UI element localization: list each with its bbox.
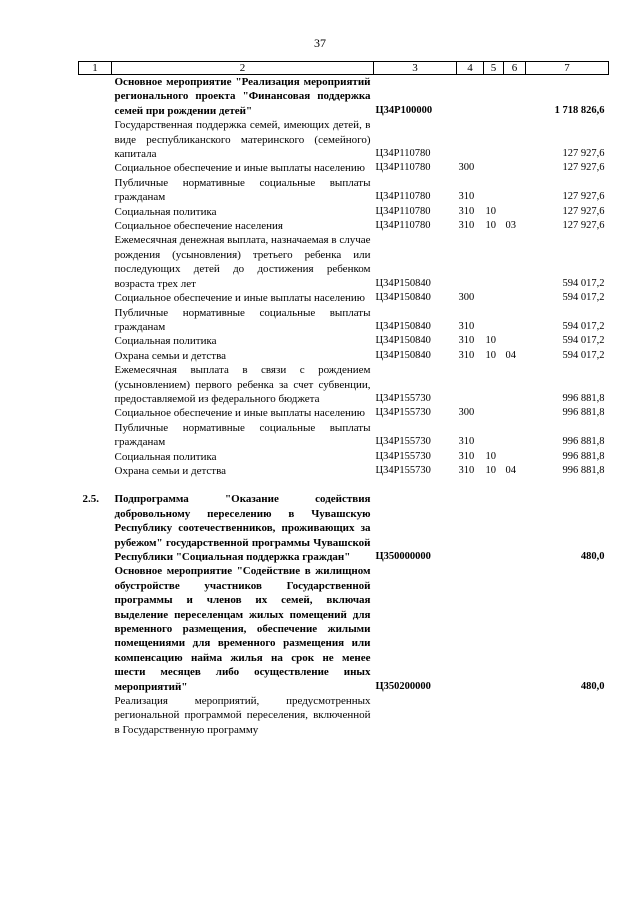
item-name: Социальная политика: [114, 335, 217, 348]
column-header: 5: [484, 62, 504, 75]
amount-value: 127 927,6: [562, 220, 605, 232]
section-code: [484, 75, 504, 119]
target-code: Ц34P150840: [375, 320, 431, 332]
section-code: 10: [485, 464, 496, 476]
target-code: Ц34P110780: [375, 148, 431, 160]
subsection-code: [504, 334, 526, 348]
expense-type: 310: [458, 450, 475, 462]
table-row: [79, 421, 609, 450]
expense-type: 300: [458, 162, 475, 174]
table-row: [79, 161, 609, 175]
table-row: [79, 694, 609, 737]
section-number: [79, 118, 112, 161]
section-code: [484, 564, 504, 694]
page-number: 37: [314, 36, 326, 50]
subsection-code: 04: [505, 349, 516, 361]
target-code: Ц34P155730: [375, 392, 431, 404]
subsection-code: [504, 450, 526, 464]
item-name: Подпрограмма "Оказание содействия добровольному переселению в Чувашскую Республику соотечественников, проживающих за рубежом" государственной программы Чувашской Республики "Социальная поддержка граждан": [114, 493, 371, 563]
subsection-code: 03: [505, 220, 516, 232]
item-name: Ежемесячная выплата в связи с рождением (усыновлением) первого ребенка за счет субвенции, предоставляемой из федерального бюджета: [114, 364, 371, 405]
expense-type: 310: [458, 205, 475, 217]
expense-type: 310: [458, 436, 475, 448]
section-number: [79, 161, 112, 175]
spacer-cell: [79, 478, 609, 492]
table-row: [79, 291, 609, 305]
expense-type: 310: [458, 220, 475, 232]
item-name: Социальное обеспечение и иные выплаты населению: [114, 407, 366, 420]
column-header: 1: [79, 62, 112, 75]
table-body: [79, 75, 609, 738]
section-number: [79, 694, 112, 737]
section-code: [484, 406, 504, 420]
expense-type: 310: [458, 349, 475, 361]
section-code: [484, 492, 504, 564]
section-number: [79, 233, 112, 291]
item-name: Охрана семьи и детства: [114, 349, 227, 362]
section-code: [484, 176, 504, 205]
section-code: [484, 363, 504, 406]
header-row: [79, 62, 609, 75]
item-name: Основное мероприятие "Содействие в жилищном обустройстве участников Государственной программы и членов их семей, включая выделение переселенцам жилых помещений для временного размещения, обеспечение жилыми помещениями для временного размещения или компенсацию найма жилья на срок не менее шести месяцев либо осуществление иных мероприятий": [114, 565, 371, 693]
subsection-code: [504, 291, 526, 305]
subsection-code: 04: [505, 464, 516, 476]
target-code: Ц34P100000: [375, 104, 433, 116]
target-code: Ц34P155730: [375, 436, 431, 448]
section-code: [484, 306, 504, 335]
table-row: [79, 564, 609, 694]
target-code: [374, 694, 457, 737]
target-code: Ц34P110780: [375, 162, 431, 174]
subsection-code: [504, 406, 526, 420]
section-code: [484, 161, 504, 175]
expense-type: [457, 75, 484, 119]
section-code: [484, 421, 504, 450]
table-row: [79, 464, 609, 478]
amount-value: [526, 694, 609, 737]
target-code: Ц34P155730: [375, 450, 431, 462]
amount-value: 594 017,2: [562, 349, 605, 361]
column-header: 6: [504, 62, 526, 75]
table-row: [79, 363, 609, 406]
table-row: [79, 219, 609, 233]
table-row: [79, 492, 609, 564]
item-name: Ежемесячная денежная выплата, назначаемая в случае рождения (усыновления) третьего ребенка или последующих детей до достижения ребенком возраста трех лет: [114, 234, 371, 290]
amount-value: 480,0: [580, 680, 605, 692]
target-code: Ц34P150840: [375, 349, 431, 361]
table-row: [79, 75, 609, 119]
column-header: 7: [526, 62, 609, 75]
amount-value: 480,0: [580, 551, 605, 562]
item-name: Реализация мероприятий, предусмотренных региональной программой переселения, включенной в Государственную программу: [114, 695, 371, 736]
table-row: [79, 176, 609, 205]
spacer-row: [79, 478, 609, 492]
item-name: Социальная политика: [114, 450, 217, 463]
subsection-code: [504, 564, 526, 694]
target-code: Ц34P150840: [375, 335, 431, 347]
table-row: [79, 306, 609, 335]
amount-value: 127 927,6: [562, 162, 605, 174]
target-code: Ц350000000: [375, 551, 431, 562]
table-row: [79, 450, 609, 464]
subsection-code: [504, 75, 526, 119]
expense-type: [457, 233, 484, 291]
item-name: Социальное обеспечение населения: [114, 220, 283, 233]
column-header: 4: [457, 62, 484, 75]
amount-value: 996 881,8: [562, 392, 605, 404]
section-number: [79, 564, 112, 694]
subsection-code: [504, 363, 526, 406]
amount-value: 127 927,6: [562, 148, 605, 160]
subsection-code: [504, 118, 526, 161]
subsection-code: [504, 492, 526, 564]
subsection-code: [504, 694, 526, 737]
item-name: Социальное обеспечение и иные выплаты населению: [114, 292, 366, 305]
item-name: Социальное обеспечение и иные выплаты населению: [114, 162, 366, 175]
item-name: Охрана семьи и детства: [114, 464, 227, 477]
section-code: 10: [485, 220, 496, 232]
amount-value: 996 881,8: [562, 464, 605, 476]
section-number: 2.5.: [82, 493, 99, 506]
amount-value: 127 927,6: [562, 191, 605, 203]
section-number: [79, 291, 112, 305]
subsection-code: [504, 205, 526, 219]
expense-type: [457, 363, 484, 406]
amount-value: 594 017,2: [562, 292, 605, 304]
expense-type: [457, 118, 484, 161]
target-code: Ц34P110780: [375, 191, 431, 203]
expense-type: [457, 492, 484, 564]
amount-value: 996 881,8: [562, 436, 605, 448]
target-code: Ц34P110780: [375, 220, 431, 232]
table-row: [79, 118, 609, 161]
item-name: Публичные нормативные социальные выплаты гражданам: [114, 176, 371, 204]
section-number: [79, 406, 112, 420]
subsection-code: [504, 233, 526, 291]
table-row: [79, 334, 609, 348]
column-header: 3: [374, 62, 457, 75]
table-row: [79, 205, 609, 219]
target-code: Ц34P150840: [375, 292, 431, 304]
target-code: Ц34P110780: [375, 205, 431, 217]
section-number: [79, 219, 112, 233]
target-code: Ц34P155730: [375, 407, 431, 419]
expense-type: 310: [458, 335, 475, 347]
expense-type: 310: [458, 464, 475, 476]
subsection-code: [504, 161, 526, 175]
expense-type: 300: [458, 292, 475, 304]
amount-value: 1 718 826,6: [554, 104, 605, 116]
amount-value: 127 927,6: [562, 205, 605, 217]
section-number: [79, 334, 112, 348]
section-number: [79, 421, 112, 450]
section-code: 10: [485, 349, 496, 361]
item-name: Государственная поддержка семей, имеющих детей, в виде республиканского материнского (семейного) капитала: [114, 119, 371, 161]
table-row: [79, 349, 609, 363]
section-number: [79, 464, 112, 478]
subsection-code: [504, 306, 526, 335]
target-code: Ц34P155730: [375, 464, 431, 476]
column-header: 2: [112, 62, 374, 75]
section-code: [484, 233, 504, 291]
section-number: [79, 450, 112, 464]
expense-type: [457, 694, 484, 737]
amount-value: 594 017,2: [562, 335, 605, 347]
item-name: Публичные нормативные социальные выплаты гражданам: [114, 306, 371, 333]
table-row: [79, 233, 609, 291]
amount-value: 996 881,8: [562, 450, 605, 462]
expense-type: 310: [458, 320, 475, 332]
section-code: [484, 118, 504, 161]
section-number: [79, 306, 112, 335]
amount-value: 996 881,8: [562, 407, 605, 419]
section-number: [79, 363, 112, 406]
target-code: Ц34P150840: [375, 277, 431, 289]
table-header: [79, 62, 609, 75]
section-number: [79, 176, 112, 205]
budget-table: [78, 61, 609, 737]
amount-value: 594 017,2: [562, 320, 605, 332]
section-code: 10: [485, 335, 496, 347]
subsection-code: [504, 176, 526, 205]
item-name: Публичные нормативные социальные выплаты гражданам: [114, 421, 371, 449]
section-number: [79, 205, 112, 219]
item-name: Социальная политика: [114, 205, 217, 218]
target-code: Ц350200000: [375, 680, 431, 692]
amount-value: 594 017,2: [562, 277, 605, 289]
section-code: 10: [485, 450, 496, 462]
section-number: [79, 349, 112, 363]
section-number: [79, 75, 112, 119]
expense-type: 300: [458, 407, 475, 419]
expense-type: [457, 564, 484, 694]
item-name: Основное мероприятие "Реализация мероприятий регионального проекта "Финансовая поддержка семей при рождении детей": [114, 76, 371, 117]
section-code: 10: [485, 205, 496, 217]
section-code: [484, 291, 504, 305]
expense-type: 310: [458, 191, 475, 203]
table-row: [79, 406, 609, 420]
subsection-code: [504, 421, 526, 450]
section-code: [484, 694, 504, 737]
